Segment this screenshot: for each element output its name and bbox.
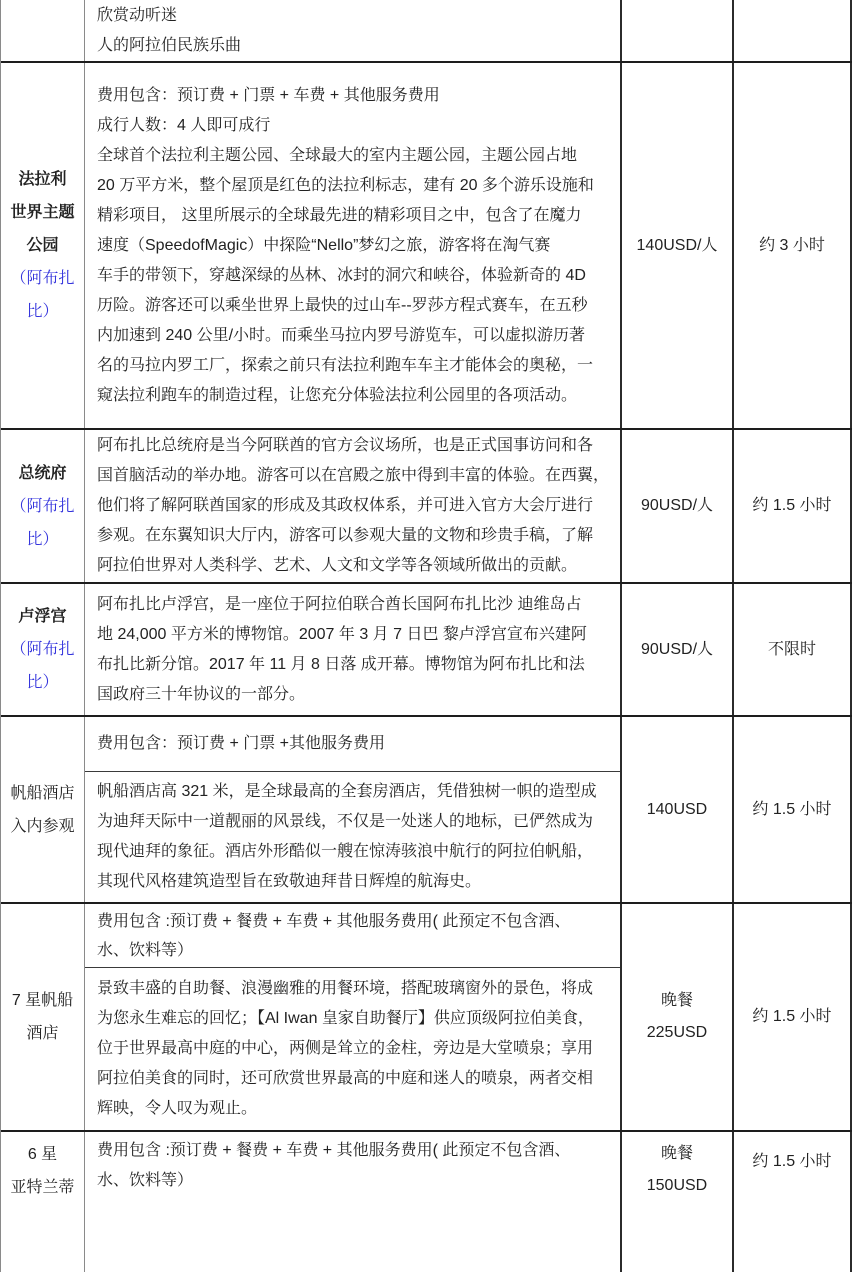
price-cell: [622, 717, 734, 902]
duration-cell: [734, 0, 852, 61]
text-line: 150USD: [646, 1177, 708, 1194]
text-line: 帆船酒店高 321 米，是全球最高的全套房酒店，凭借独树一帜的造型成: [97, 783, 597, 800]
text-line: 内加速到 240 公里/小时。而乘坐马拉内罗号游览车，可以虚拟游历著: [97, 326, 586, 344]
description-text: [85, 967, 620, 1130]
price-cell: [622, 584, 734, 715]
fee-includes-text: [85, 904, 620, 967]
text-line: 他们将了解阿联酋国家的形成及其政权体系，并可进入官方大会厅进行: [97, 497, 594, 514]
text-line: 比）: [26, 303, 59, 320]
description-cell: [85, 63, 622, 428]
text-line: 225USD: [646, 1024, 708, 1041]
text-line: 晚餐: [660, 1145, 693, 1162]
duration-cell: [734, 717, 852, 902]
text-line: 速度（SpeedofMagic）中探险“Nello”梦幻之旅，游客将在淘气赛: [97, 236, 551, 254]
description-cell: [85, 717, 622, 902]
text-line: 景致丰盛的自助餐、浪漫幽雅的用餐环境，搭配玻璃窗外的景色，将成: [97, 980, 594, 997]
text-line: 费用包含：预订费 + 门票 + 车费 + 其他服务费用: [97, 86, 440, 104]
price-cell: [622, 904, 734, 1130]
text-line: 现代迪拜的象征。酒店外形酷似一艘在惊涛骇浪中航行的阿拉伯帆船，: [97, 843, 594, 860]
duration-cell: [734, 584, 852, 715]
text-line: 其现代风格建筑造型旨在致敬迪拜昔日辉煌的航海史。: [97, 873, 482, 890]
text-line: 晚餐: [660, 992, 693, 1009]
attraction-name-cell: [1, 63, 85, 428]
attraction-region-link[interactable]: [10, 490, 74, 556]
text-line: 6 星: [27, 1146, 58, 1163]
description-text: [85, 584, 620, 715]
text-line: 名的马拉内罗工厂，探索之前只有法拉利跑车车主才能体会的奥秘，一: [97, 356, 594, 374]
text-line: 法拉利: [18, 171, 67, 188]
text-line: 为您永生难忘的回忆；【Al Iwan 皇家自助餐厅】供应顶级阿拉伯美食，: [97, 1010, 594, 1027]
description-text: [85, 63, 620, 428]
text-line: 窥法拉利跑车的制造过程，让您充分体验法拉利公园里的各项活动。: [97, 386, 578, 404]
duration-text: 约 1.5 小时: [752, 1153, 832, 1170]
text-line: 总统府: [18, 464, 67, 482]
table-row-intro: [1, 0, 852, 63]
fee-includes-text: [85, 1132, 620, 1272]
text-line: 阿拉伯美食的同时，还可欣赏世界最高的中庭和迷人的喷泉，两者交相: [97, 1070, 594, 1087]
text-line: （阿布扎: [10, 270, 75, 287]
text-line: 亚特兰蒂: [10, 1179, 75, 1196]
duration-text: 约 3 小时: [759, 236, 825, 254]
text-line: 国政府三十年协议的一部分。: [97, 685, 306, 703]
text-line: 比）: [26, 530, 59, 548]
text-line: 阿布扎比卢浮宫，是一座位于阿拉伯联合酋长国阿布扎比沙 迪维岛占: [97, 595, 582, 613]
text-line: 人的阿拉伯民族乐曲: [97, 36, 242, 54]
price-cell: [622, 1132, 734, 1272]
text-line: 140USD: [646, 800, 708, 818]
text-line: 成行人数：4 人即可成行: [97, 116, 271, 134]
text-line: 费用包含 :预订费 + 餐费 + 车费 + 其他服务费用( 此预定不包含酒、: [97, 912, 571, 930]
text-line: 布扎比新分馆。2017 年 11 月 8 日落 成开幕。博物馆为阿布扎比和法: [97, 655, 585, 673]
description-text: [85, 430, 620, 582]
attraction-name: [10, 163, 74, 262]
text-line: 阿拉伯世界对人类科学、艺术、人文和文学等各领域所做出的贡献。: [97, 557, 578, 574]
duration-cell: [734, 904, 852, 1130]
text-line: 费用包含 :预订费 + 餐费 + 车费 + 其他服务费用( 此预定不包含酒、: [97, 1142, 571, 1159]
text-line: 地 24,000 平方米的博物馆。2007 年 3 月 7 日巴 黎卢浮宫宣布兴建阿: [97, 625, 587, 643]
text-line: 卢浮宫: [18, 608, 67, 625]
text-line: 90USD/人: [640, 640, 714, 658]
table-row-atlantis-dinner: [1, 1132, 852, 1272]
attraction-region-link[interactable]: [10, 633, 74, 699]
text-line: 7 星帆船: [11, 992, 74, 1009]
duration-text: 不限时: [767, 640, 816, 658]
text-line: （阿布扎: [10, 641, 75, 658]
description-cell: [85, 0, 622, 61]
duration-cell: [734, 63, 852, 428]
duration-text: 约 1.5 小时: [752, 800, 832, 818]
duration-cell: [734, 430, 852, 582]
attraction-name-cell: [1, 0, 85, 61]
text-line: 140USD/人: [636, 236, 718, 254]
text-line: 世界主题: [10, 204, 75, 221]
text-line: 参观。在东翼知识大厅内，游客可以参观大量的文物和珍贵手稿，了解: [97, 527, 594, 544]
description-cell: [85, 430, 622, 582]
text-line: 比）: [26, 674, 59, 691]
table-row-burj-al-arab-dinner: [1, 904, 852, 1132]
price-cell: [622, 63, 734, 428]
text-line: 公园: [26, 237, 59, 254]
table-row-burj-al-arab-visit: [1, 717, 852, 904]
text-line: 精彩项目， 这里所展示的全球最先进的精彩项目之中，包含了在魔力: [97, 206, 582, 224]
text-line: 为迪拜天际中一道靓丽的风景线，不仅是一处迷人的地标，已俨然成为: [97, 813, 594, 830]
text-line: 阿布扎比总统府是当今阿联酋的官方会议场所，也是正式国事访问和各: [97, 437, 594, 454]
text-line: 全球首个法拉利主题公园、全球最大的室内主题公园，主题公园占地: [97, 146, 578, 164]
price-cell: [622, 430, 734, 582]
description-text: [85, 771, 620, 902]
attraction-name: [12, 984, 73, 1050]
table-row-ferrari-world: [1, 63, 852, 430]
text-line: 90USD/人: [640, 497, 714, 514]
attraction-name: [18, 600, 66, 633]
text-line: 费用包含：预订费 + 门票 +其他服务费用: [97, 735, 386, 752]
attraction-name-cell: [1, 584, 85, 715]
text-line: 车手的带领下，穿越深绿的丛林、冰封的洞穴和峡谷，体验新奇的 4D: [97, 266, 586, 284]
price-cell: [622, 0, 734, 61]
table-row-presidential-palace: [1, 430, 852, 584]
description-cell: [85, 1132, 622, 1272]
attraction-region-link[interactable]: [10, 262, 74, 328]
text-line: 欣赏动听迷: [97, 6, 178, 24]
description-text: [85, 0, 620, 61]
text-line: （阿布扎: [10, 497, 75, 515]
text-line: 位于世界最高中庭的中心，两侧是耸立的金柱，旁边是大堂喷泉；享用: [97, 1040, 594, 1057]
duration-cell: [734, 1132, 852, 1272]
text-line: 历险。游客还可以乘坐世界上最快的过山车--罗莎方程式赛车，在五秒: [97, 296, 588, 314]
text-line: 水、饮料等）: [97, 1172, 194, 1189]
description-cell: [85, 584, 622, 715]
text-line: 酒店: [26, 1025, 59, 1042]
fee-includes-text: [85, 717, 620, 771]
text-line: 辉映，令人叹为观止。: [97, 1100, 258, 1117]
attraction-name-cell: [1, 1132, 85, 1272]
text-line: 入内参观: [10, 817, 75, 835]
text-line: 20 万平方米，整个屋顶是红色的法拉利标志，建有 20 多个游乐设施和: [97, 176, 594, 194]
attraction-name-cell: [1, 717, 85, 902]
duration-text: 约 1.5 小时: [752, 497, 832, 514]
text-line: 帆船酒店: [10, 784, 75, 802]
text-line: 国首脑活动的举办地。游客可以在宫殿之旅中得到丰富的体验。在西翼，: [97, 467, 610, 484]
table-row-louvre: [1, 584, 852, 717]
description-cell: [85, 904, 622, 1130]
attraction-name: [18, 457, 66, 490]
attraction-name: [10, 1138, 74, 1204]
attraction-name-cell: [1, 904, 85, 1130]
attraction-name: [10, 777, 74, 843]
attraction-name-cell: [1, 430, 85, 582]
duration-text: 约 1.5 小时: [752, 1008, 832, 1025]
text-line: 水、饮料等）: [97, 941, 194, 959]
